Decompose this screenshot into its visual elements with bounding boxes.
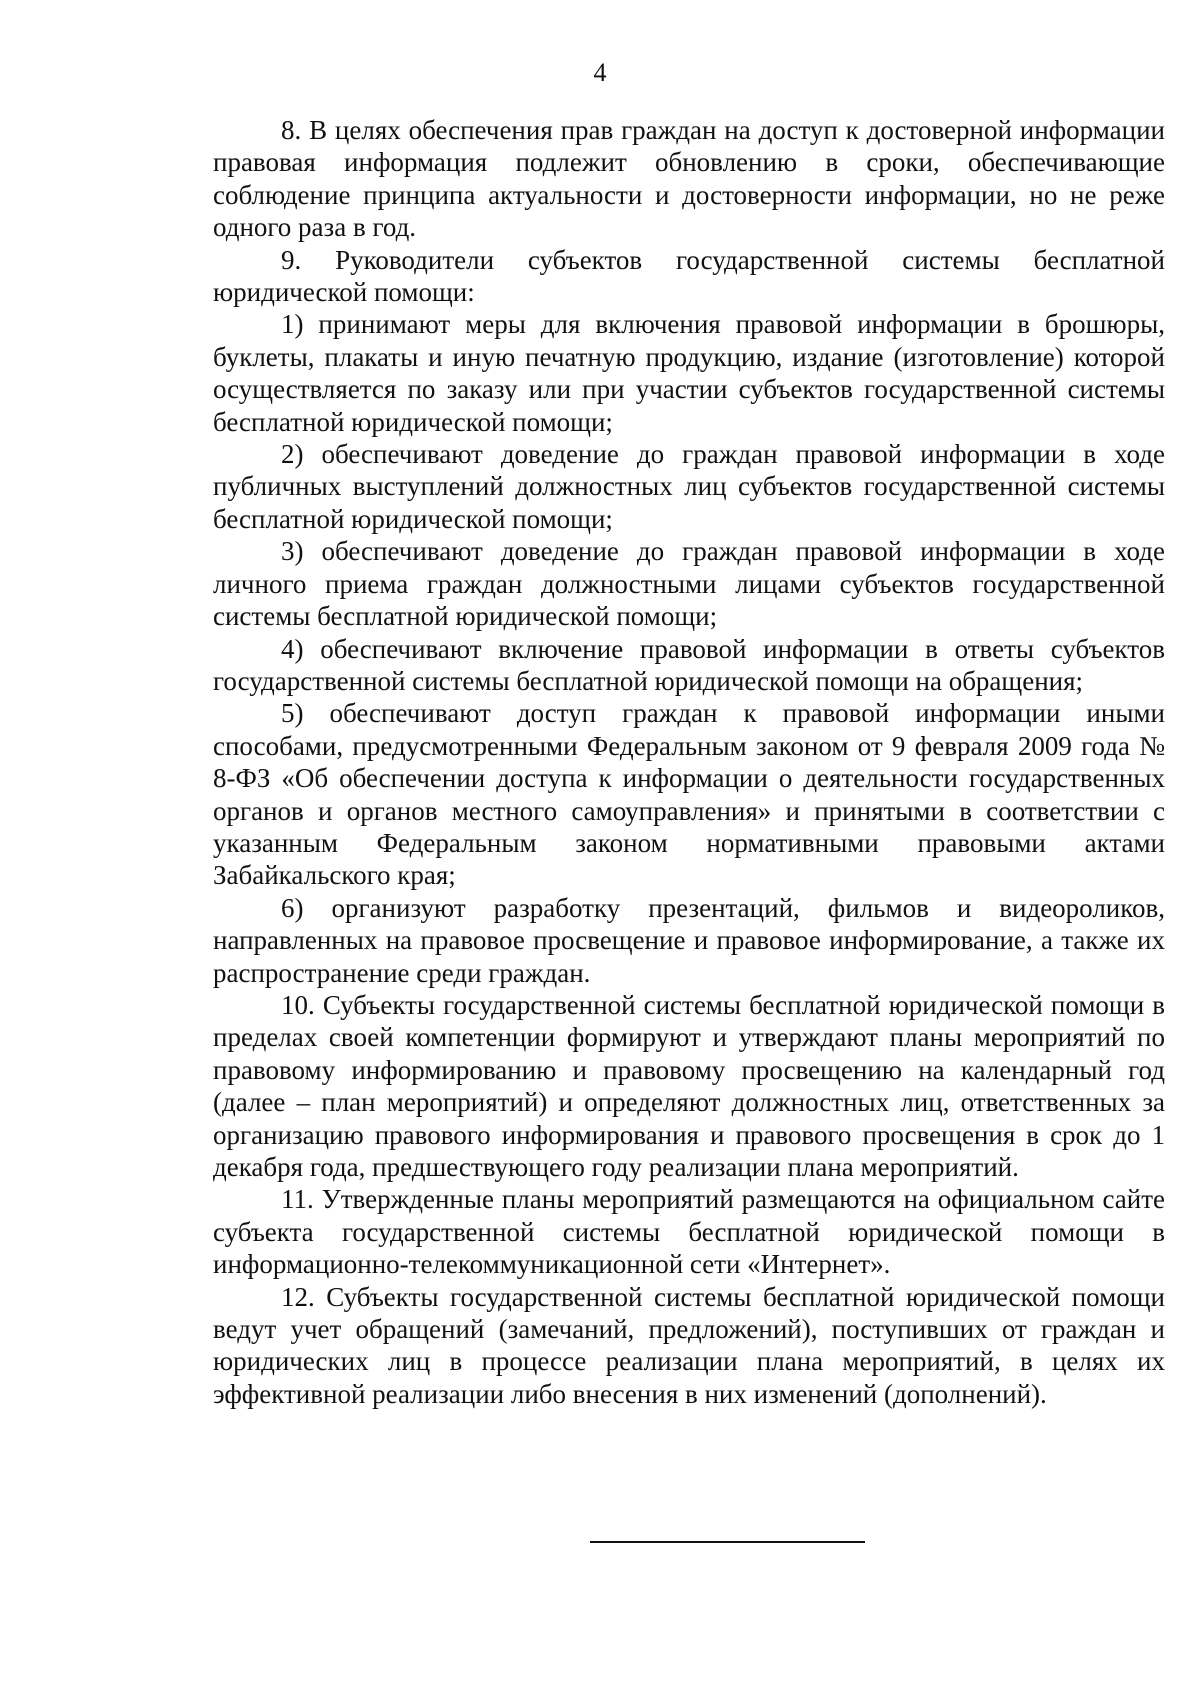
paragraph-item-8: 8. В целях обеспечения прав граждан на доступ к достоверной информации правовая информация подлежит обновлению в сроки, обеспечивающие соблюдение принципа актуальности и достоверности информации, но не реже одного раза в год. [213, 115, 1165, 243]
page-number: 4 [593, 58, 607, 87]
paragraph-subitem-2: 2) обеспечивают доведение до граждан правовой информации в ходе публичных выступлений должностных лиц субъектов государственной системы бесплатной юридической помощи; [213, 439, 1165, 534]
paragraph-subitem-1: 1) принимают меры для включения правовой информации в брошюры, буклеты, плакаты и иную печатную продукцию, издание (изготовление) которой осуществляется по заказу или при участии субъектов государственной системы бесплатной юридической помощи; [213, 309, 1165, 437]
paragraph-item-12: 12. Субъекты государственной системы бесплатной юридической помощи ведут учет обращений (замечаний, предложений), поступивших от граждан и юридических лиц в процессе реализации плана мероприятий, в целях их эффективной реализации либо внесения в них изменений (дополнений). [213, 1281, 1165, 1409]
paragraph-subitem-4: 4) обеспечивают включение правовой информации в ответы субъектов государственной системы бесплатной юридической помощи на обращения; [213, 633, 1165, 696]
end-of-text-rule [590, 1541, 865, 1543]
paragraph-subitem-5: 5) обеспечивают доступ граждан к правовой информации иными способами, предусмотренными Федеральным законом от 9 февраля 2009 года № 8-ФЗ «Об обеспечении доступа к информации о деятельности государственных органов и органов местного самоуправления» и принятыми в соответствии с указанным Федеральным законом нормативными правовыми актами Забайкальского края; [213, 698, 1165, 891]
paragraph-subitem-6: 6) организуют разработку презентаций, фильмов и видеороликов, направленных на правовое просвещение и правовое информирование, а также их распространение среди граждан. [213, 892, 1165, 988]
paragraph-item-11: 11. Утвержденные планы мероприятий размещаются на официальном сайте субъекта государственной системы бесплатной юридической помощи в информационно-телекоммуникационной сети «Интернет». [213, 1184, 1165, 1280]
document-body [213, 114, 1165, 1410]
paragraph-item-10: 10. Субъекты государственной системы бесплатной юридической помощи в пределах своей компетенции формируют и утверждают планы мероприятий по правовому информированию и правовому просвещению на календарный год (далее – план мероприятий) и определяют должностных лиц, ответственных за организацию правового информирования и правового просвещения в срок до 1 декабря года, предшествующего году реализации плана мероприятий. [213, 989, 1165, 1182]
paragraph-item-9: 9. Руководители субъектов государственной системы бесплатной юридической помощи: [213, 244, 1165, 308]
paragraph-subitem-3: 3) обеспечивают доведение до граждан правовой информации в ходе личного приема граждан должностными лицами субъектов государственной системы бесплатной юридической помощи; [213, 536, 1165, 632]
